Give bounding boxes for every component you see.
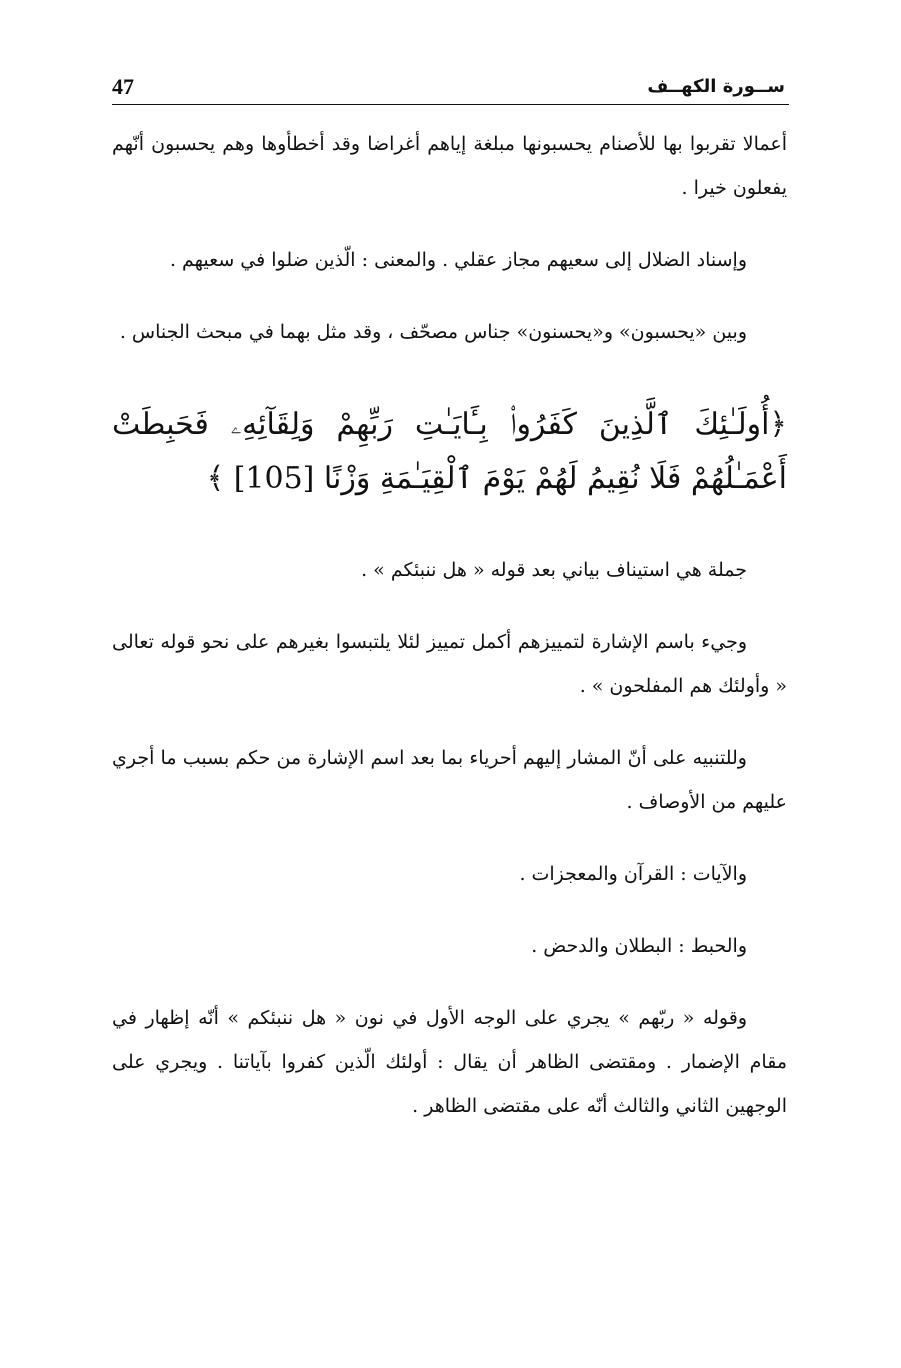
quran-verse: ﴿أُولَـٰئِكَ ٱلَّذِينَ كَفَرُوا۟ بِـَٔايَـٰتِ رَبِّهِمْ وَلِقَآئِهِۦ فَحَبِطَتْ أَعْمَـٰلُهُمْ فَلَا نُقِيمُ لَهُمْ يَوْمَ ٱلْقِيَـٰمَةِ وَزْنًا [105] ﴾	[112, 407, 787, 496]
paragraph-3: وبين «يحسبون» و«يحسنون» جناس مصحّف ، وقد مثل بهما في مبحث الجناس .	[119, 321, 747, 343]
commentary-4: والآيات : القرآن والمعجزات .	[519, 863, 747, 885]
commentary-5: والحبط : البطلان والدحض .	[531, 935, 747, 957]
running-title: ســورة الكهــف	[647, 76, 785, 97]
commentary-1: جملة هي استيناف بياني بعد قوله « هل ننبئكم » .	[361, 559, 747, 581]
header-rule	[112, 104, 789, 105]
paragraph-1: أعمالا تقربوا بها للأصنام يحسبونها مبلغة إياهم أغراضا وقد أخطأوها وهم يحسبون أنّهم يفعلون خيرا .	[112, 133, 787, 199]
commentary-6: وقوله « ربّهم » يجري على الوجه الأول في نون « هل ننبئكم » أنّه إظهار في مقام الإضمار . ومقتضى الظاهر أن يقال : أولئك الّذين كفروا بآياتنا . ويجري على الوجهين الثاني والثالث أنّه على مقتضى الظاهر .	[112, 1007, 787, 1117]
paragraph-2: وإسناد الضلال إلى سعيهم مجاز عقلي . والمعنى : الّذين ضلوا في سعيهم .	[169, 249, 747, 271]
page-body	[112, 122, 787, 1128]
page-number: 47	[112, 74, 134, 99]
commentary-3: وللتنبيه على أنّ المشار إليهم أحرياء بما بعد اسم الإشارة من حكم بسبب ما أجري عليهم من الأوصاف .	[112, 747, 787, 813]
commentary-2: وجيء باسم الإشارة لتمييزهم أكمل تمييز لئلا يلتبسوا بغيرهم على نحو قوله تعالى « وأولئك هم المفلحون » .	[112, 631, 787, 697]
